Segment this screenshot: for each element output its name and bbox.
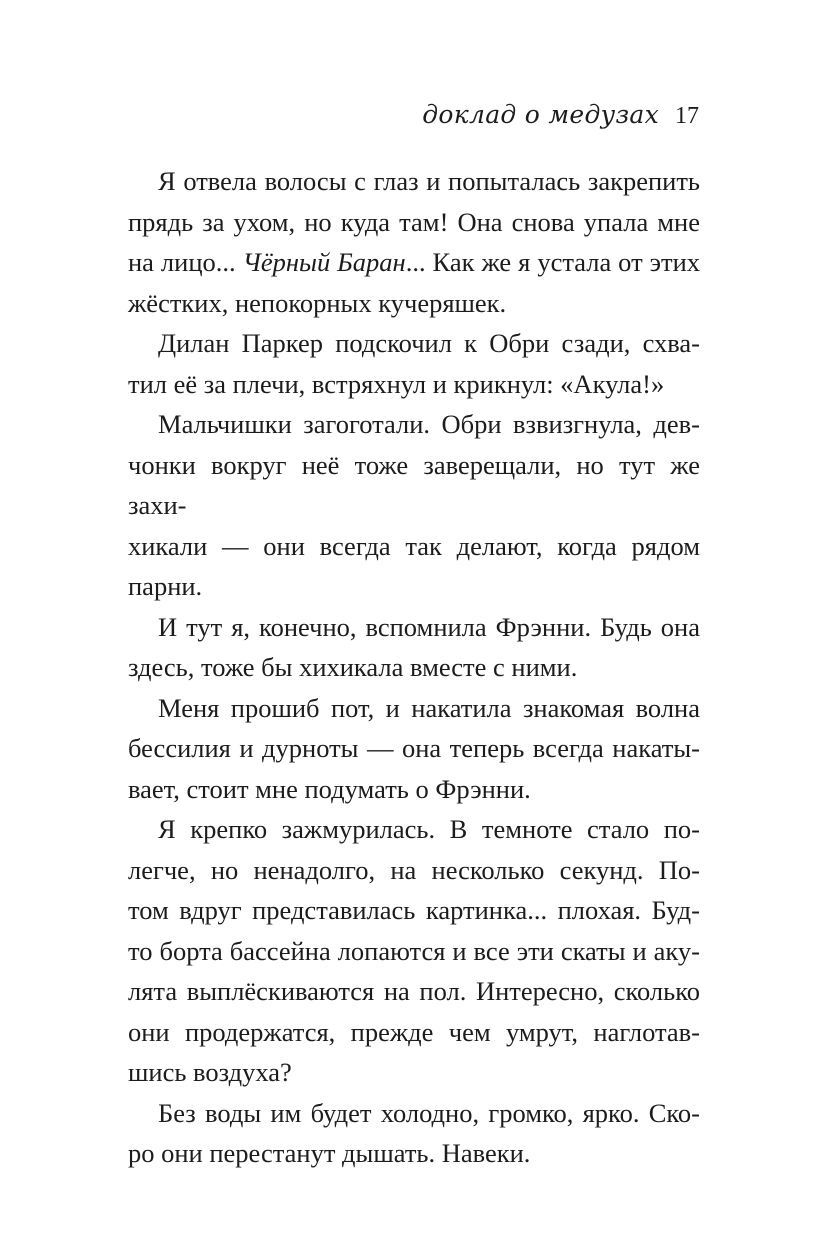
- text-line: жёстких, непокорных кучеряшек.: [128, 287, 507, 318]
- text-line: чонки вокруг неё тоже заверещали, но тут же захи-: [128, 449, 700, 520]
- text-line: [128, 242, 700, 283]
- text-line: И тут я, конечно, вспомнила Фрэнни. Будь она: [158, 611, 700, 642]
- paragraph: [128, 404, 700, 607]
- paragraph: [128, 688, 700, 810]
- paragraph: [128, 607, 700, 688]
- running-head: [422, 100, 699, 130]
- paragraph: [128, 809, 700, 1093]
- text-line: прядь за ухом, но куда там! Она снова упала мне: [128, 206, 700, 237]
- text-line: Меня прошиб пот, и накатила знакомая волна: [158, 692, 700, 723]
- paragraph: [128, 161, 700, 323]
- text-line: Без воды им будет холодно, громко, ярко. Ско-: [158, 1097, 700, 1128]
- paragraph: [128, 1093, 700, 1174]
- body-text: [128, 161, 700, 1174]
- text-line: легче, но ненадолго, на несколько секунд. По-: [128, 854, 700, 885]
- text-line: бессилия и дурноты — она теперь всегда накаты-: [128, 733, 700, 763]
- text-line: они продержатся, прежде чем умрут, наглотав-: [128, 1016, 700, 1047]
- text-segment: на лицо...: [128, 247, 243, 277]
- italic-text: Чёрный Баран: [242, 247, 406, 277]
- paragraph: [128, 323, 700, 404]
- text-line: вает, стоит мне подумать о Фрэнни.: [128, 773, 531, 804]
- text-line: здесь, тоже бы хихикала вместе с ними.: [128, 652, 578, 682]
- text-line: ро они перестанут дышать. Навеки.: [128, 1138, 531, 1168]
- text-line: Я крепко зажмурилась. В темноте стало по-: [158, 814, 700, 844]
- text-segment: ... Как же я устала от этих: [405, 247, 701, 277]
- text-line: то борта бассейна лопаются и все эти скаты и аку-: [128, 935, 700, 966]
- running-title: доклад о медузах: [422, 100, 659, 129]
- text-line: тил её за плечи, встряхнул и крикнул: «Акула!»: [128, 368, 665, 399]
- text-line: лята выплёскиваются на пол. Интересно, сколько: [128, 976, 700, 1006]
- text-line: Мальчишки загоготали. Обри взвизгнула, дев-: [158, 409, 700, 439]
- text-line: хикали — они всегда так делают, когда рядом парни.: [128, 530, 700, 601]
- text-line: шись воздуха?: [128, 1057, 292, 1087]
- page-number: 17: [675, 103, 699, 129]
- text-line: том вдруг представилась картинка... плохая. Буд-: [128, 895, 700, 925]
- text-line: Я отвела волосы с глаз и попыталась закрепить: [158, 166, 700, 196]
- text-line: Дилан Паркер подскочил к Обри сзади, схва-: [158, 328, 700, 358]
